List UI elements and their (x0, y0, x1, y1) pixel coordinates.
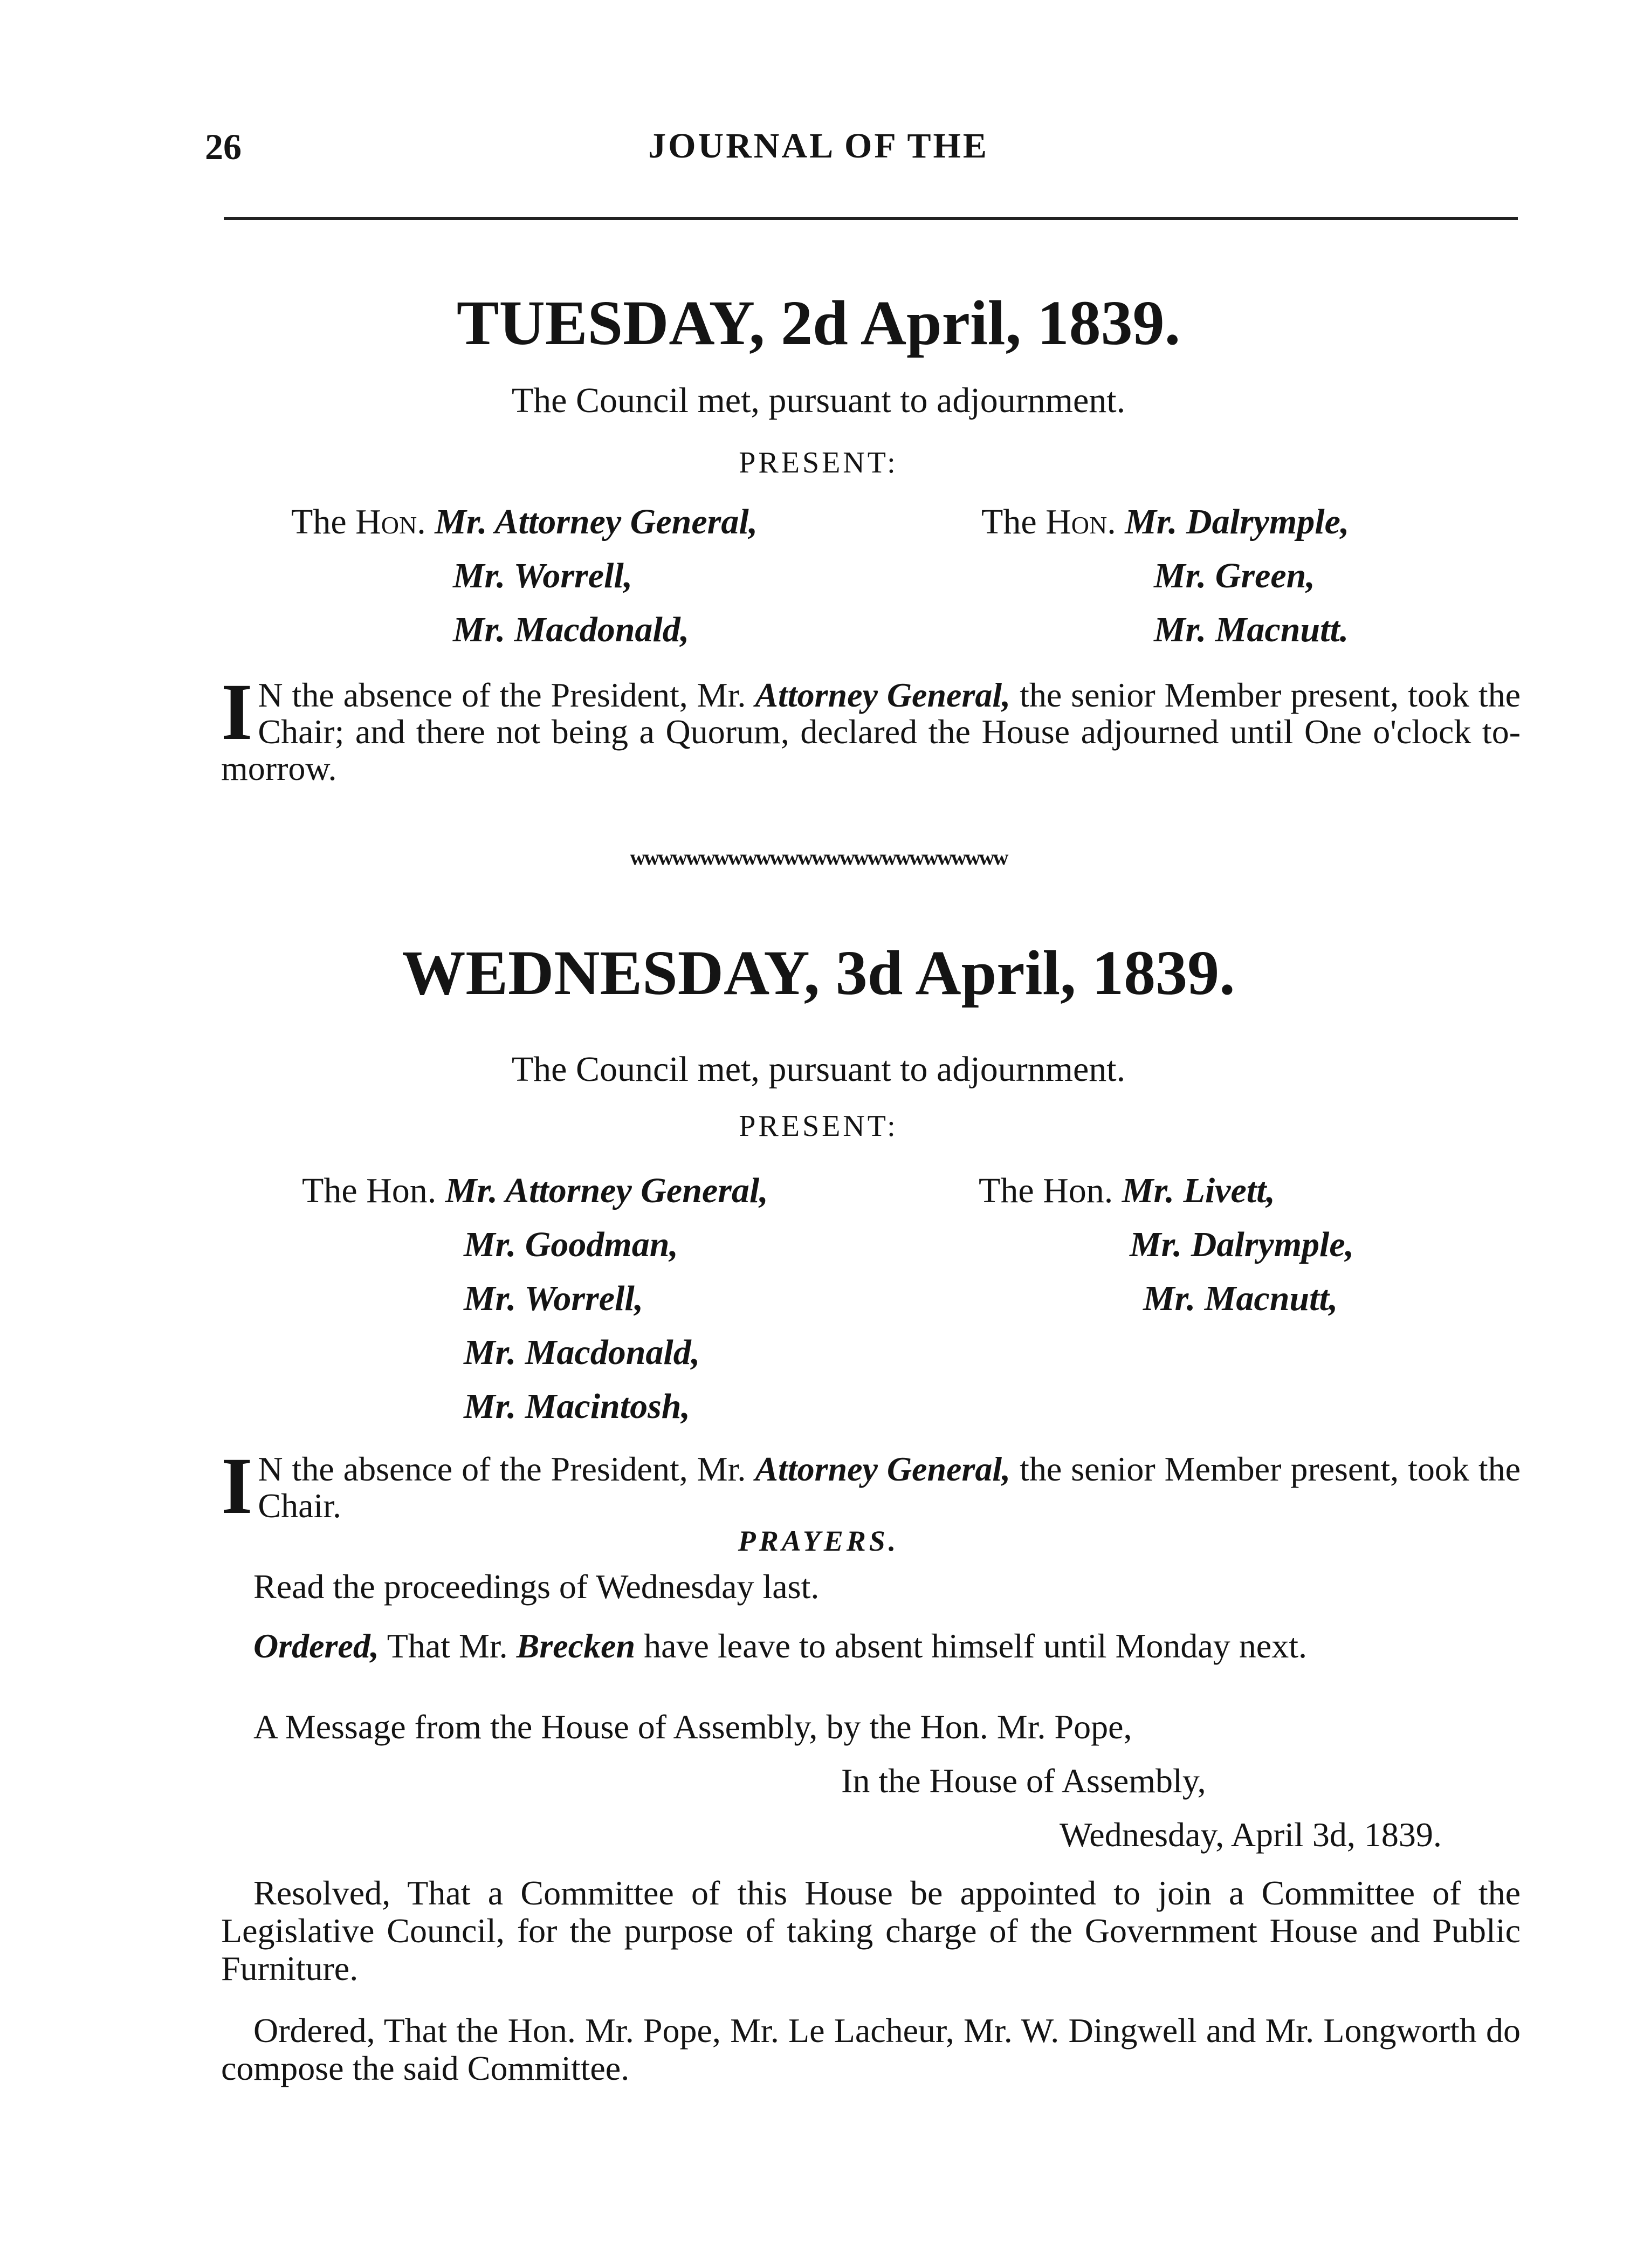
member-name: Mr. Macnutt, (1143, 1279, 1338, 1318)
member-right-2 (1154, 558, 1315, 594)
member-prefix: The Hon. (979, 1171, 1122, 1210)
member-name: Mr. Dalrymple, (1130, 1225, 1354, 1264)
member-left-2 (453, 558, 632, 594)
member-right-2 (1130, 1227, 1354, 1263)
heading-date: 2d April, 1839. (781, 287, 1181, 358)
member-name: Mr. Green, (1154, 556, 1315, 595)
leave-of-absence-order: Ordered, That Mr. Brecken have leave to absent himself until Monday next. (253, 1627, 1307, 1665)
member-left-1: The Hon. Mr. Attorney General, (291, 502, 758, 542)
member-title: Hon (355, 502, 417, 542)
member-title: Hon (1046, 502, 1108, 542)
read-proceedings-line: Read the proceedings of Wednesday last. (253, 1567, 820, 1606)
message-line: A Message from the House of Assembly, by the Hon. Mr. Pope, (253, 1708, 1132, 1746)
prayers-heading: PRAYERS. (738, 1525, 899, 1557)
member-prefix: The (291, 502, 356, 542)
message-date-line: Wednesday, April 3d, 1839. (1060, 1815, 1442, 1854)
member-right-1 (979, 1173, 1275, 1209)
header-rule (224, 217, 1518, 220)
member-name: Mr. Macdonald, (464, 1333, 700, 1372)
in-house-line: In the House of Assembly, (841, 1762, 1206, 1800)
member-name: Mr. Goodman, (464, 1225, 678, 1264)
member-right-3 (1143, 1281, 1338, 1317)
member-prefix: The Hon. (302, 1171, 445, 1210)
member-name: Mr. Macdonald, (453, 610, 690, 649)
member-name: Mr. Attorney General, (445, 1171, 768, 1210)
committee-order-paragraph: Ordered, That the Hon. Mr. Pope, Mr. Le Lacheur, Mr. W. Dingwell and Mr. Longworth do compose the said Committee. (221, 2011, 1521, 2087)
member-name: Mr. Dalrymple, (1125, 502, 1350, 542)
member-name: Mr. Macnutt. (1154, 610, 1349, 649)
member-left-2 (464, 1227, 678, 1263)
member-right-3 (1154, 612, 1349, 648)
member-right-1: The Hon. Mr. Dalrymple, (981, 502, 1350, 542)
member-left-3 (464, 1281, 643, 1317)
member-name: Mr. Livett, (1122, 1171, 1275, 1210)
ornamental-divider: wwwwwwwwwwwwwwwwwwwwwwwwwww (630, 845, 1007, 869)
present-label: PRESENT: (739, 1109, 898, 1143)
resolution-paragraph: Resolved, That a Committee of this House be appointed to join a Committee of the Legislative Council, for the purpose of taking charge of the Government House and Public Furniture. (221, 1874, 1521, 1988)
heading-day: WEDNESDAY, (402, 937, 820, 1008)
member-name: Mr. Worrell, (453, 556, 633, 595)
proceedings-paragraph-2: I N the absence of the President, Mr. Attorney General, the senior Member present, took the Chair. (221, 1441, 1521, 1531)
council-met-line: The Council met, pursuant to adjournment. (511, 381, 1126, 420)
drop-cap: I (221, 1441, 253, 1531)
heading-day: TUESDAY, (456, 287, 765, 358)
running-head: JOURNAL OF THE (648, 126, 989, 166)
member-name: Mr. Attorney General, (435, 502, 758, 542)
sitting-heading-tuesday (0, 287, 1637, 358)
member-left-5 (464, 1389, 690, 1424)
present-label: PRESENT: (739, 446, 898, 479)
member-left-1 (302, 1173, 768, 1209)
member-left-4 (464, 1335, 700, 1371)
member-name: Mr. Worrell, (464, 1279, 644, 1318)
member-name: Mr. Macintosh, (464, 1387, 690, 1426)
member-prefix: The (981, 502, 1046, 542)
sitting-heading-wednesday (0, 937, 1637, 1008)
proceedings-paragraph-1: I N the absence of the President, Mr. Attorney General, the senior Member present, took the Chair; and there not being a Quorum, declared the House adjourned until One o'clock to-morrow. (221, 667, 1521, 787)
member-left-3 (453, 612, 689, 648)
page-number: 26 (205, 126, 242, 167)
heading-date: 3d April, 1839. (835, 937, 1235, 1008)
drop-cap: I (221, 667, 253, 757)
council-met-line: The Council met, pursuant to adjournment. (511, 1050, 1126, 1089)
